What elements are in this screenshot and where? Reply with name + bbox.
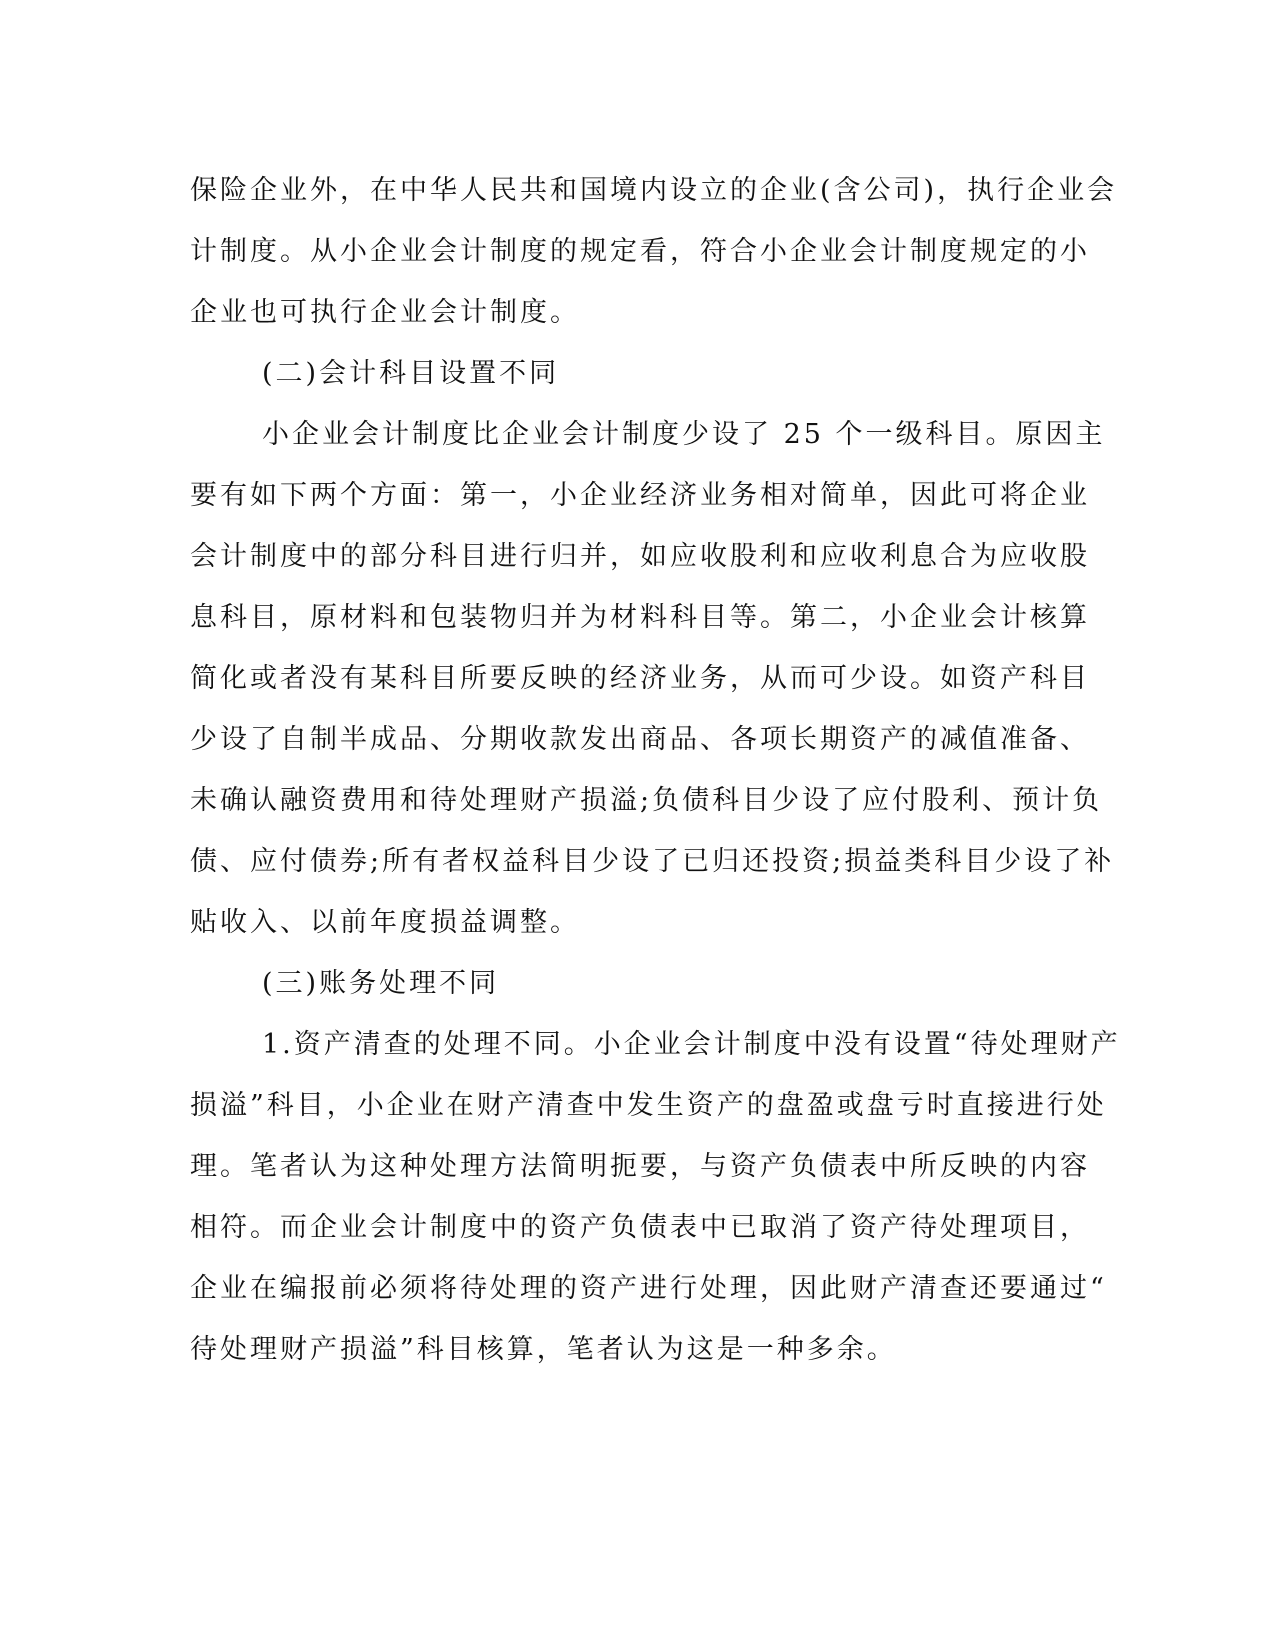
text-line: 企业也可执行企业会计制度。 (190, 297, 580, 328)
text-line: 小企业会计制度比企业会计制度少设了 25 个一级科目。原因主 (262, 419, 1106, 450)
text-line: 计制度。从小企业会计制度的规定看，符合小企业会计制度规定的小 (190, 236, 1090, 267)
text-line: 要有如下两个方面：第一，小企业经济业务相对简单，因此可将企业 (190, 480, 1090, 511)
text-line: 相符。而企业会计制度中的资产负债表中已取消了资产待处理项目， (190, 1212, 1090, 1243)
text-line: 1.资产清查的处理不同。小企业会计制度中没有设置“待处理财产 (262, 1029, 1121, 1060)
text-line: 贴收入、以前年度损益调整。 (190, 907, 580, 938)
section-heading: (三)账务处理不同 (262, 968, 500, 999)
text-line: 理。笔者认为这种处理方法简明扼要，与资产负债表中所反映的内容 (190, 1151, 1090, 1182)
text-line: 债、应付债券;所有者权益科目少设了已归还投资;损益类科目少设了补 (190, 846, 1115, 877)
text-line: 保险企业外，在中华人民共和国境内设立的企业(含公司)，执行企业会 (190, 175, 1118, 206)
text-line: 息科目，原材料和包装物归并为材料科目等。第二，小企业会计核算 (190, 602, 1090, 633)
text-line: 简化或者没有某科目所要反映的经济业务，从而可少设。如资产科目 (190, 663, 1090, 694)
text-line: 会计制度中的部分科目进行归并，如应收股利和应收利息合为应收股 (190, 541, 1090, 572)
section-heading: (二)会计科目设置不同 (262, 358, 560, 389)
text-line: 企业在编报前必须将待处理的资产进行处理，因此财产清查还要通过“ (190, 1273, 1107, 1304)
document-body (190, 160, 1121, 1380)
text-line: 待处理财产损溢”科目核算，笔者认为这是一种多余。 (190, 1334, 897, 1365)
text-line: 未确认融资费用和待处理财产损溢;负债科目少设了应付股利、预计负 (190, 785, 1103, 816)
text-line: 少设了自制半成品、分期收款发出商品、各项长期资产的减值准备、 (190, 724, 1090, 755)
text-line: 损溢”科目，小企业在财产清查中发生资产的盘盈或盘亏时直接进行处 (190, 1090, 1107, 1121)
